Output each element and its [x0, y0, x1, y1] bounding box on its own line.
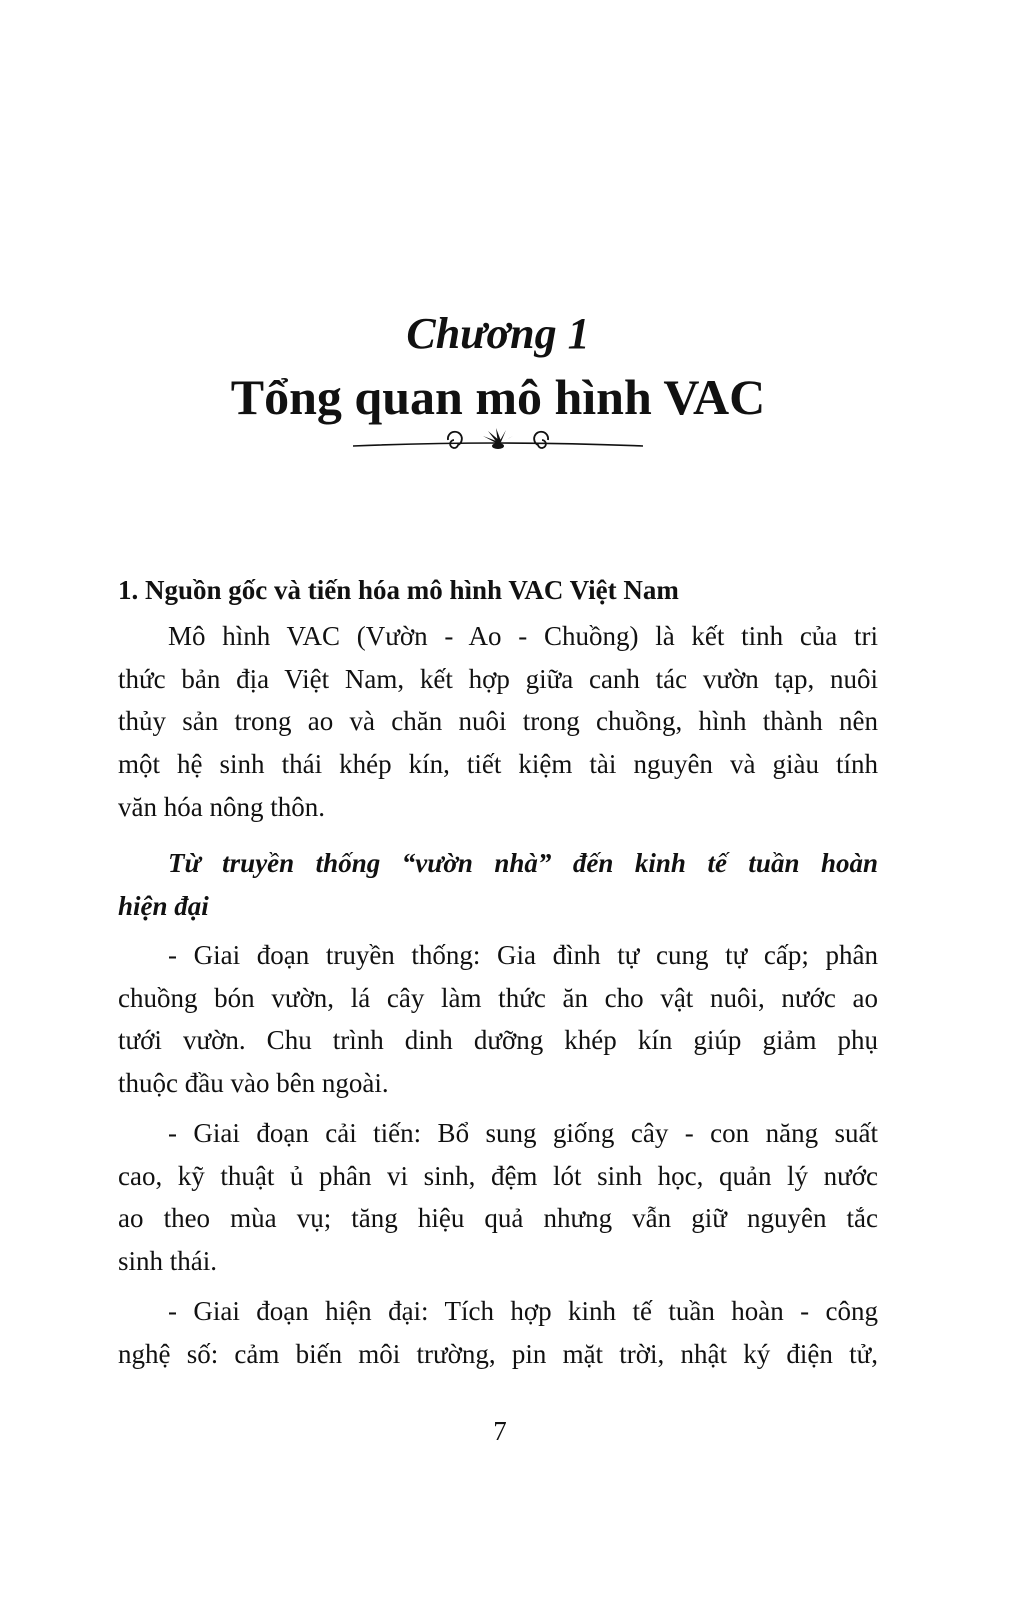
section-heading-text: 1. Nguồn gốc và tiến hóa mô hình VAC Việt Nam: [118, 575, 679, 605]
text-line: Từ truyền thống “vườn nhà” đến kinh tế tuần hoàn: [168, 848, 878, 878]
chapter-title: Tổng quan mô hình VAC: [230, 369, 766, 425]
ornament-divider-icon: [353, 426, 643, 458]
text-line: tưới vườn. Chu trình dinh dưỡng khép kín giúp giảm phụ: [118, 1025, 878, 1056]
text-line: một hệ sinh thái khép kín, tiết kiệm tài nguyên và giàu tính: [118, 749, 878, 780]
text-line: - Giai đoạn hiện đại: Tích hợp kinh tế tuần hoàn - công: [168, 1296, 878, 1326]
text-line: chuồng bón vườn, lá cây làm thức ăn cho vật nuôi, nước ao: [118, 982, 878, 1013]
text-line: hiện đại: [118, 890, 209, 921]
page-number: 7: [493, 1416, 507, 1446]
text-line: ao theo mùa vụ; tăng hiệu quả nhưng vẫn giữ nguyên tắc: [118, 1203, 878, 1234]
text-line: - Giai đoạn truyền thống: Gia đình tự cung tự cấp; phân: [168, 940, 878, 970]
text-line: sinh thái.: [118, 1246, 217, 1277]
text-line: - Giai đoạn cải tiến: Bổ sung giống cây - con năng suất: [168, 1118, 878, 1148]
text-line: Mô hình VAC (Vườn - Ao - Chuồng) là kết tinh của tri: [168, 621, 878, 651]
subheading: [118, 842, 878, 927]
text-line: thuộc đầu vào bên ngoài.: [118, 1068, 389, 1099]
text-line: thức bản địa Việt Nam, kết hợp giữa canh tác vườn tạp, nuôi: [118, 663, 878, 694]
chapter-number: Chương 1: [406, 309, 590, 358]
section-heading: [118, 569, 878, 612]
text-line: nghệ số: cảm biến môi trường, pin mặt trời, nhật ký điện tử,: [118, 1338, 878, 1369]
paragraph-traditional-stage: [118, 934, 878, 1105]
paragraph-improved-stage: [118, 1112, 878, 1283]
text-line: cao, kỹ thuật ủ phân vi sinh, đệm lót sinh học, quản lý nước: [118, 1160, 878, 1191]
paragraph-modern-stage: [118, 1290, 878, 1375]
paragraph-intro: [118, 615, 878, 828]
text-line: thủy sản trong ao và chăn nuôi trong chuồng, hình thành nên: [118, 706, 878, 737]
text-line: văn hóa nông thôn.: [118, 791, 325, 822]
